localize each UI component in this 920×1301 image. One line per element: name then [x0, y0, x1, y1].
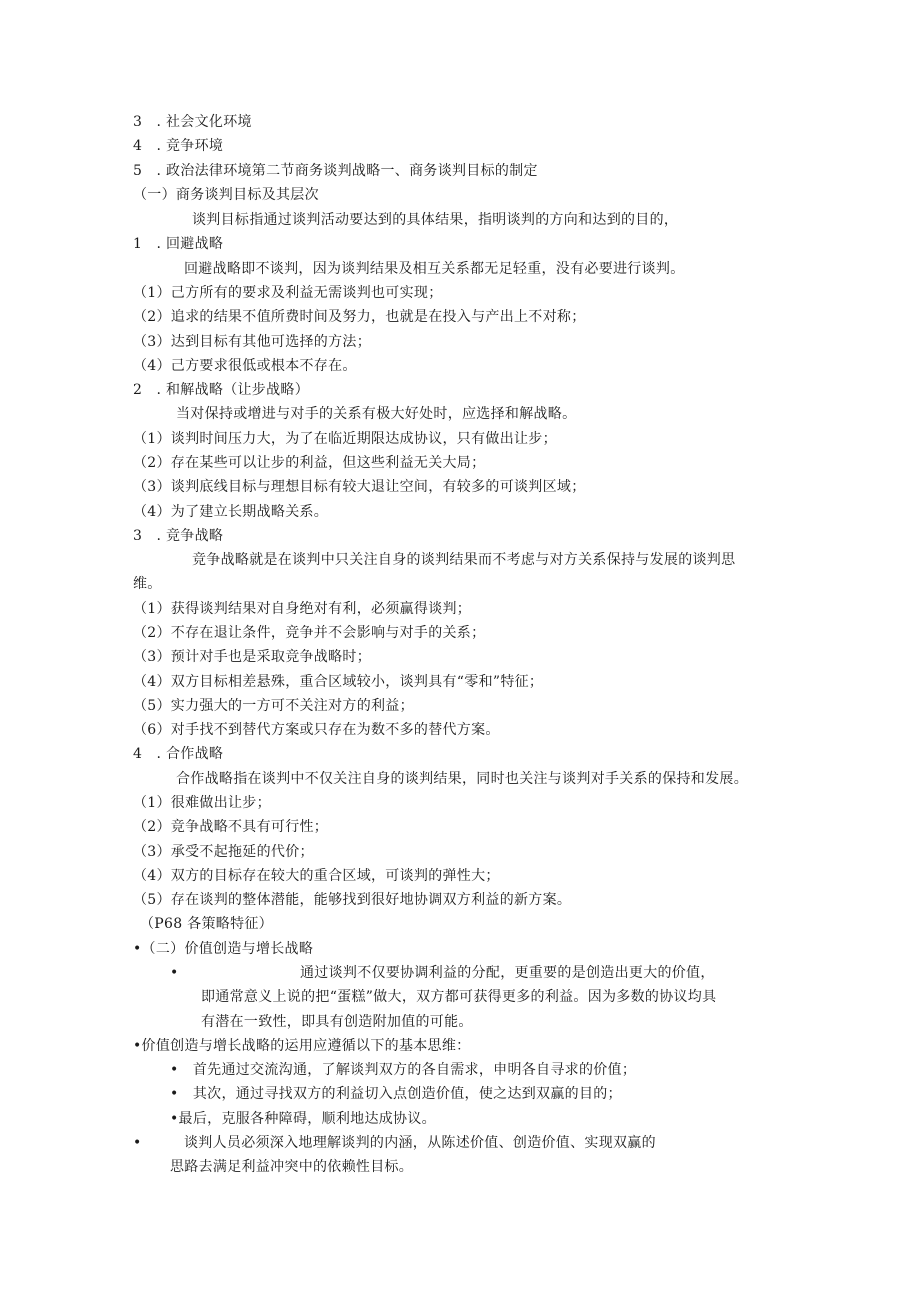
list-item: （6）对手找不到替代方案或只存在为数不多的替代方案。: [133, 722, 500, 738]
list-item: （2）存在某些可以让步的利益，但这些利益无关大局；: [133, 455, 486, 471]
paragraph-value-creation-cont: 即通常意义上说的把“蛋糕”做大，双方都可获得更多的利益。因为多数的协议均具: [201, 989, 717, 1005]
list-item: （1）谈判时间压力大，为了在临近期限达成协议，只有做出让步；: [133, 431, 557, 447]
heading-reconcile-strategy: 2 . 和解战略（让步战略）: [133, 382, 310, 398]
paragraph-value-creation: 通过谈判不仅要协调利益的分配，更重要的是创造出更大的价值，: [300, 965, 715, 981]
list-item: （5）实力强大的一方可不关注对方的利益；: [133, 698, 414, 714]
bullet-item: • 其次，通过寻找双方的利益切入点创造价值，使之达到双赢的目的；: [170, 1086, 622, 1102]
paragraph-value-creation-cont: 有潜在一致性，即具有创造附加值的可能。: [201, 1014, 473, 1030]
heading-competition-env: 4 . 竞争环境: [133, 138, 224, 154]
paragraph-goal-definition: 谈判目标指通过谈判活动要达到的具体结果，指明谈判的方向和达到的目的，: [192, 212, 679, 228]
heading-cooperate-strategy: 4 . 合作战略: [133, 746, 224, 762]
note-p68: （P68 各策略特征）: [140, 916, 273, 932]
list-item: （1）很难做出让步；: [133, 795, 271, 811]
subheading-value-creation: •（二）价值创造与增长战略: [133, 941, 314, 957]
list-item: （2）竞争战略不具有可行性；: [133, 819, 329, 835]
bullet-basic-thinking: •价值创造与增长战略的运用应遵循以下的基本思维：: [133, 1038, 471, 1054]
list-item: （3）谈判底线目标与理想目标有较大退让空间，有较多的可谈判区域；: [133, 479, 586, 495]
list-item: （4）为了建立长期战略关系。: [133, 504, 329, 520]
paragraph-negotiator-cont: 思路去满足利益冲突中的依赖性目标。: [170, 1159, 414, 1175]
bullet-dot: •: [170, 965, 179, 981]
bullet-item: • 首先通过交流沟通，了解谈判双方的各自需求，申明各自寻求的价值；: [170, 1062, 637, 1078]
list-item: （4）双方目标相差悬殊，重合区域较小，谈判具有“零和”特征；: [133, 674, 544, 690]
bullet-dot: •: [133, 1135, 142, 1151]
list-item: （4）双方的目标存在较大的重合区域，可谈判的弹性大；: [133, 868, 500, 884]
heading-social-culture: 3 . 社会文化环境: [133, 114, 252, 130]
list-item: （3）承受不起拖延的代价；: [133, 844, 314, 860]
subheading-goals: （一）商务谈判目标及其层次: [133, 187, 319, 203]
paragraph-cooperate-strategy: 合作战略指在谈判中不仅关注自身的谈判结果，同时也关注与谈判对手关系的保持和发展。: [176, 771, 748, 787]
paragraph-avoid-strategy: 回避战略即不谈判，因为谈判结果及相互关系都无足轻重，没有必要进行谈判。: [184, 261, 685, 277]
list-item: （5）存在谈判的整体潜能，能够找到很好地协调双方利益的新方案。: [133, 892, 572, 908]
list-item: （1）己方所有的要求及利益无需谈判也可实现；: [133, 285, 443, 301]
list-item: （3）预计对手也是采取竞争战略时；: [133, 649, 372, 665]
list-item: （2）不存在退让条件，竞争并不会影响与对手的关系；: [133, 625, 486, 641]
list-item: （3）达到目标有其他可选择的方法；: [133, 334, 372, 350]
list-item: （4）己方要求很低或根本不存在。: [133, 358, 357, 374]
bullet-item: •最后，克服各种障碍，顺利地达成协议。: [170, 1111, 436, 1127]
paragraph-negotiator: 谈判人员必须深入地理解谈判的内涵，从陈述价值、创造价值、实现双赢的: [184, 1135, 656, 1151]
paragraph-compete-strategy: 竞争战略就是在谈判中只关注自身的谈判结果而不考虑与对方关系保持与发展的谈判思: [192, 552, 736, 568]
heading-compete-strategy: 3 . 竞争战略: [133, 528, 224, 544]
list-item: （2）追求的结果不值所费时间及努力，也就是在投入与产出上不对称；: [133, 309, 586, 325]
list-item: （1）获得谈判结果对自身绝对有利，必须赢得谈判；: [133, 601, 472, 617]
paragraph-compete-strategy-cont: 维。: [133, 576, 162, 592]
paragraph-reconcile-strategy: 当对保持或增进与对手的关系有极大好处时，应选择和解战略。: [176, 406, 577, 422]
heading-avoid-strategy: 1 . 回避战略: [133, 236, 224, 252]
heading-political-legal: 5 . 政治法律环境第二节商务谈判战略一、商务谈判目标的制定: [133, 163, 538, 179]
